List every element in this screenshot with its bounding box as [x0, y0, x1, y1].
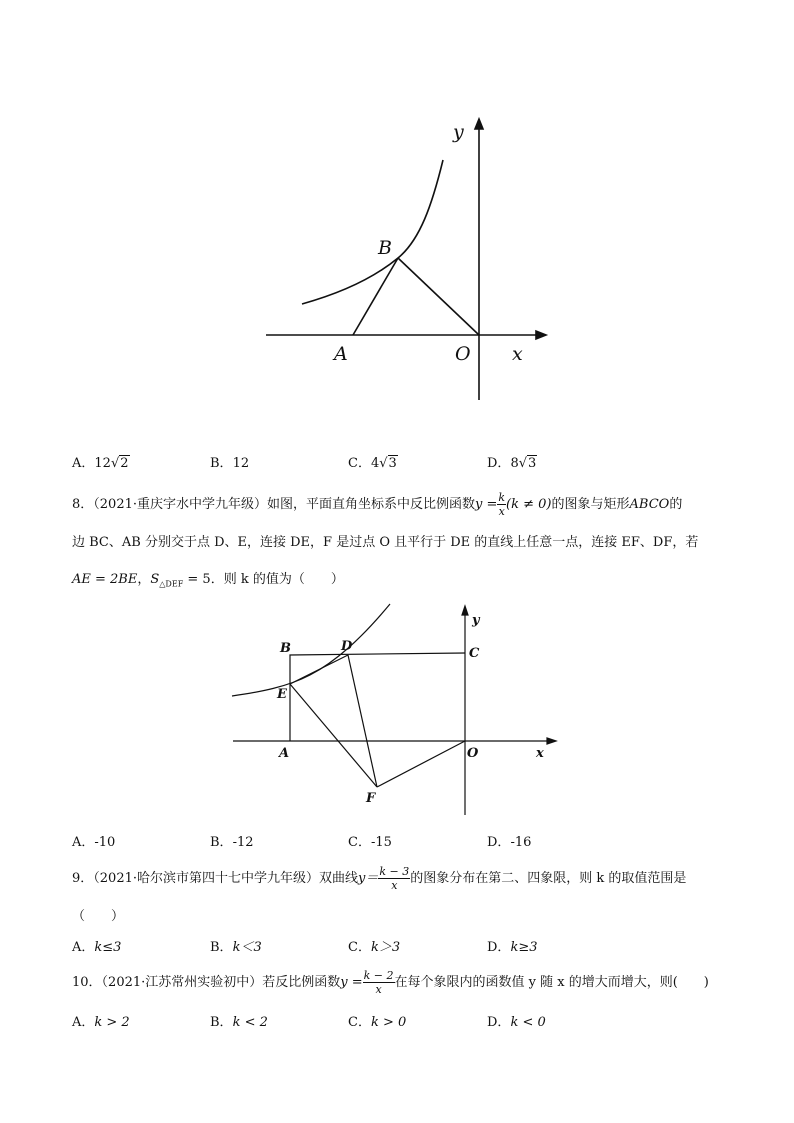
figure-2 [0, 600, 794, 820]
fig2-x-arrow [547, 738, 556, 744]
fig2-label-e: E [277, 687, 287, 702]
q9-option-d[interactable]: D．k≥3 [487, 940, 538, 955]
fig2-label-d: D [341, 639, 353, 654]
fig2-label-c: C [469, 646, 480, 661]
fig2-label-b: B [280, 641, 291, 656]
fig2-segment-ef [290, 684, 377, 787]
q8-line-2: 边 BC、AB 分别交于点 D、E，连接 DE，F 是过点 O 且平行于 DE 的直线上任意一点，连接 EF、DF，若 [72, 535, 699, 550]
fig1-label-a: A [334, 343, 348, 365]
figure-1 [0, 0, 794, 420]
q9-option-b[interactable]: B．k＜3 [210, 940, 262, 955]
q10-line-1: 10．（2021·江苏常州实验初中）若反比例函数y = $\frac{k - 2}{x}$ 在每个象限内的函数值 y 随 x 的增大而增大，则( ) [72, 969, 709, 996]
fig2-hyperbola [232, 604, 390, 696]
q10-option-b[interactable]: B．k < 2 [210, 1015, 268, 1030]
fig1-label-x: x [512, 343, 523, 365]
fig2-label-o: O [467, 746, 479, 761]
q10-option-d[interactable]: D．k < 0 [487, 1015, 546, 1030]
fig2-label-a: A [279, 746, 290, 761]
fig1-label-y: y [453, 121, 464, 143]
fig2-segment-ed [290, 655, 348, 684]
q10-option-c[interactable]: C．k > 0 [348, 1015, 407, 1030]
q9-option-c[interactable]: C．k＞3 [348, 940, 401, 955]
q7-option-c[interactable]: C．4√3 [348, 456, 397, 471]
q9-line-1: 9．（2021·哈尔滨市第四十七中学九年级）双曲线y＝ $\frac{k - 3}{x}$ 的图象分布在第二、四象限，则 k 的取值范围是 [72, 865, 687, 892]
fig1-hyperbola [302, 160, 443, 304]
fig1-label-o: O [455, 343, 471, 365]
fig2-y-arrow [462, 606, 468, 615]
q7-option-d[interactable]: D．8√3 [487, 456, 537, 471]
fig2-label-f: F [366, 791, 376, 806]
fig2-segment-of [377, 741, 465, 787]
q7-option-b[interactable]: B．12 [210, 456, 250, 471]
q8-line-3: AE = 2BE，$S_{\triangle DEF} = 5$．则 k 的值为（ ） [72, 572, 344, 589]
q9-line-2: （ ） [72, 909, 125, 924]
q10-option-a[interactable]: A．k > 2 [72, 1015, 130, 1030]
q8-option-a[interactable]: A．-10 [72, 835, 116, 850]
q7-option-a[interactable]: A．12√2 [72, 456, 129, 471]
q8-option-b[interactable]: B．-12 [210, 835, 254, 850]
fig1-segment-bo [398, 258, 479, 335]
q8-option-d[interactable]: D．-16 [487, 835, 532, 850]
fig1-x-arrow [536, 331, 546, 339]
fig2-label-x: x [536, 746, 544, 761]
q8-option-c[interactable]: C．-15 [348, 835, 392, 850]
fig2-segment-df [348, 655, 377, 787]
fig2-label-y: y [472, 613, 480, 628]
fig1-y-arrow [475, 119, 483, 129]
fig1-segment-ab [353, 258, 398, 335]
q9-option-a[interactable]: A．k≤3 [72, 940, 122, 955]
fig1-label-b: B [378, 237, 392, 259]
q8-line-1: 8．（2021·重庆字水中学九年级）如图，平面直角坐标系中反比例函数y = $\frac{k}{x}$ (k ≠ 0)的图象与矩形ABCO的 [72, 491, 683, 518]
fig2-rectangle [290, 653, 465, 741]
